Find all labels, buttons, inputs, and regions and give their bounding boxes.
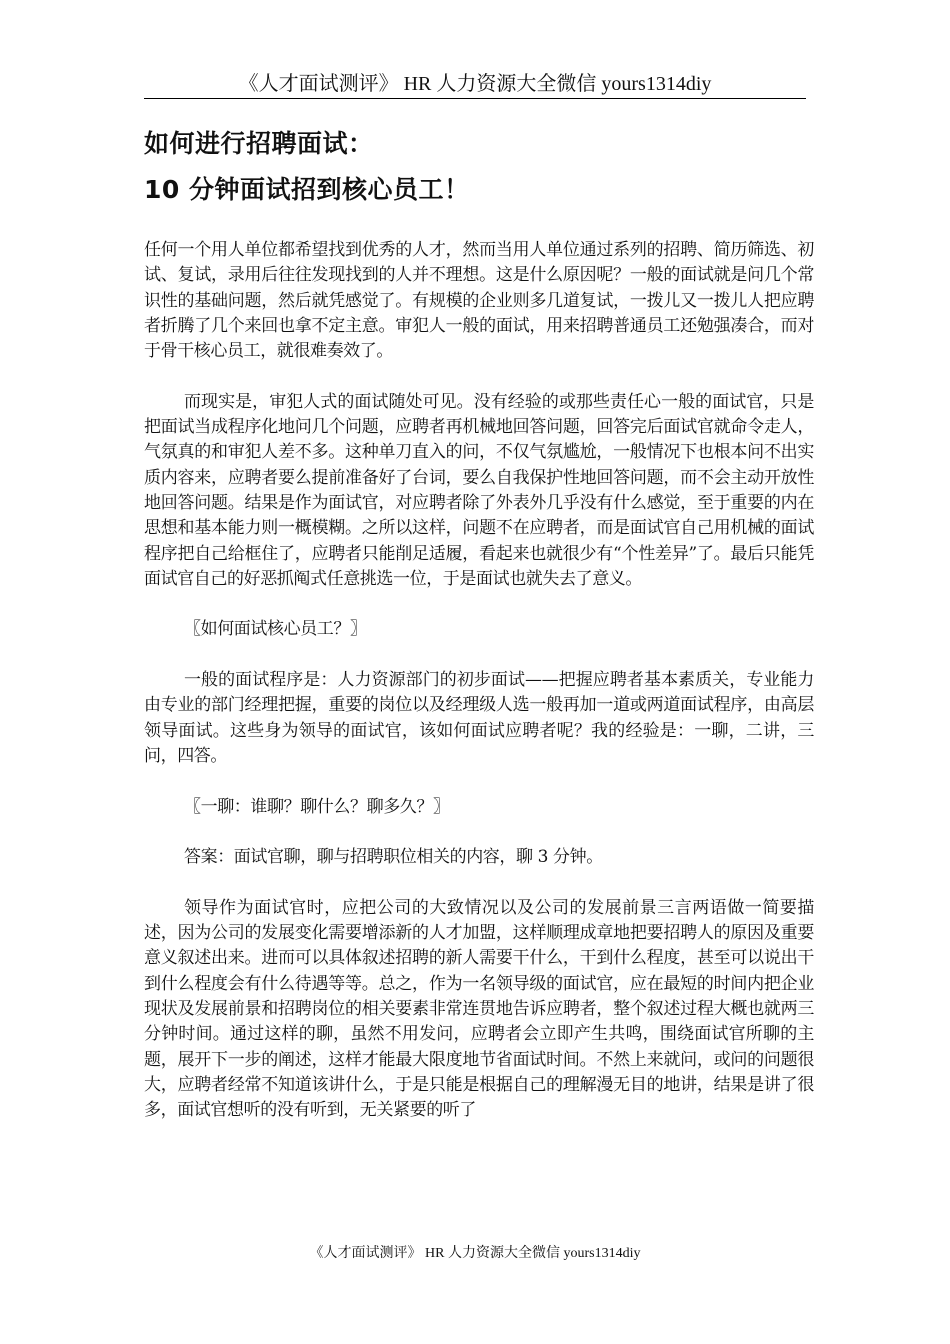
- page-header: 《人才面试测评》 HR 人力资源大全微信 yours1314diy: [144, 70, 806, 99]
- article-body: [144, 238, 814, 1123]
- section-heading-chat: 〖一聊：谁聊？聊什么？聊多久？〗: [184, 796, 450, 817]
- page-footer: 《人才面试测评》 HR 人力资源大全微信 yours1314diy: [309, 1246, 641, 1261]
- section-heading-core-staff: 〖如何面试核心员工？〗: [184, 619, 367, 640]
- paragraph-answer: 答案：面试官聊，聊与招聘职位相关的内容，聊 3 分钟。: [184, 847, 603, 868]
- paragraph-reality: 而现实是，审犯人式的面试随处可见。没有经验的或那些责任心一般的面试官，只是把面试当成程序化地问几个问题，应聘者再机械地回答问题，回答完后面试官就命令走人，气氛真的和审犯人差不多。这种单刀直入的问，不仅气氛尴尬，一般情况下也根本问不出实质内容来，应聘者要么提前准备好了台词，要么自我保护性地回答问题，而不会主动开放性地回答问题。结果是作为面试官，对应聘者除了外表外几乎没有什么感觉，至于重要的内在思想和基本能力则一概模糊。之所以这样，问题不在应聘者，而是面试官自己用机械的面试程序把自己给框住了，应聘者只能削足适履，看起来也就很少有“个性差异”了。最后只能凭面试官自己的好恶抓阄式任意挑选一位，于是面试也就失去了意义。: [144, 391, 814, 589]
- paragraph-procedure: 一般的面试程序是：人力资源部门的初步面试——把握应聘者基本素质关，专业能力由专业的部门经理把握，重要的岗位以及经理级人选一般再加一道或两道面试程序，由高层领导面试。这些身为领导的面试官，该如何面试应聘者呢？我的经验是：一聊，二讲，三问，四答。: [144, 670, 814, 766]
- title-line-1: 如何进行招聘面试：: [144, 129, 374, 158]
- title-line-2: 10 分钟面试招到核心员工！: [144, 175, 470, 204]
- paragraph-intro: 任何一个用人单位都希望找到优秀的人才，然而当用人单位通过系列的招聘、简历筛选、初试、复试，录用后往往发现找到的人并不理想。这是什么原因呢？一般的面试就是问几个常识性的基础问题，然后就凭感觉了。有规模的企业则多几道复试，一拨儿又一拨儿人把应聘者折腾了几个来回也拿不定主意。审犯人一般的面试，用来招聘普通员工还勉强凑合，而对于骨干核心员工，就很难奏效了。: [144, 240, 814, 362]
- title-block: [144, 124, 806, 210]
- paragraph-leader: 领导作为面试官时，应把公司的大致情况以及公司的发展前景三言两语做一简要描述，因为公司的发展变化需要增添新的人才加盟，这样顺理成章地把要招聘人的原因及重要意义叙述出来。进而可以具体叙述招聘的新人需要干什么，干到什么程度，甚至可以说出干到什么程度会有什么待遇等等。总之，作为一名领导级的面试官，应在最短的时间内把企业现状及发展前景和招聘岗位的相关要素非常连贯地告诉应聘者，整个叙述过程大概也就两三分钟时间。通过这样的聊，虽然不用发问，应聘者会立即产生共鸣，围绕面试官所聊的主题，展开下一步的阐述，这样才能最大限度地节省面试时间。不然上来就问，或问的问题很大，应聘者经常不知道该讲什么，于是只能是根据自己的理解漫无目的地讲，结果是讲了很多，面试官想听的没有听到，无关紧要的听了: [144, 897, 814, 1121]
